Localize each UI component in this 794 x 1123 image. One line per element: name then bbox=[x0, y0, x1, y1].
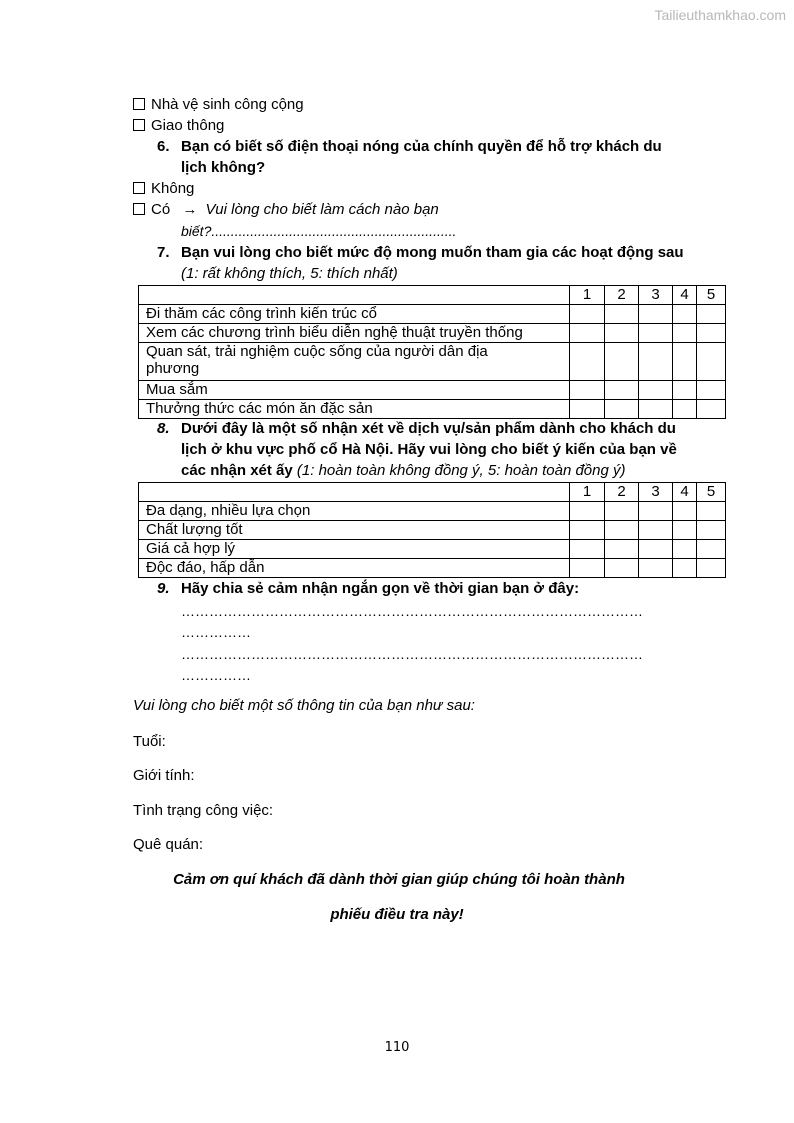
rating-cell-5[interactable] bbox=[697, 502, 726, 521]
rating-cell-3[interactable] bbox=[639, 305, 673, 324]
table-row bbox=[139, 559, 726, 578]
rating-cell-5[interactable] bbox=[697, 324, 726, 343]
question-number: 9. bbox=[157, 580, 170, 597]
age-field-label: Tuổi: bbox=[133, 733, 166, 750]
rating-cell-1[interactable] bbox=[570, 324, 605, 343]
question-8-text-cont2 bbox=[181, 461, 626, 481]
scale-header: 5 bbox=[697, 286, 726, 305]
checkbox-option-traffic[interactable] bbox=[133, 116, 224, 136]
rating-cell-5[interactable] bbox=[697, 343, 726, 381]
question-number: 8. bbox=[157, 420, 170, 437]
rating-cell-2[interactable] bbox=[605, 559, 639, 578]
row-label: Đa dạng, nhiều lựa chọn bbox=[139, 502, 570, 521]
row-label: Thưởng thức các món ăn đặc sản bbox=[139, 400, 570, 419]
question-6 bbox=[157, 137, 662, 157]
rating-cell-3[interactable] bbox=[639, 559, 673, 578]
checkbox-option-yes[interactable] bbox=[133, 200, 439, 220]
page-number: 110 bbox=[384, 1040, 410, 1055]
rating-cell-4[interactable] bbox=[673, 343, 697, 381]
rating-cell-2[interactable] bbox=[605, 400, 639, 419]
rating-cell-4[interactable] bbox=[673, 305, 697, 324]
job-field-label: Tình trạng công việc: bbox=[133, 802, 274, 819]
question-8 bbox=[157, 419, 676, 439]
rating-cell-2[interactable] bbox=[605, 540, 639, 559]
rating-cell-1[interactable] bbox=[570, 400, 605, 419]
rating-cell-2[interactable] bbox=[605, 305, 639, 324]
question-text: các nhận xét ấy bbox=[181, 462, 293, 479]
followup-answer-field[interactable]: biết?............................................................... bbox=[181, 223, 457, 239]
row-label: Đi thăm các công trình kiến trúc cổ bbox=[139, 305, 570, 324]
answer-line-2-cont[interactable]: …………… bbox=[181, 667, 251, 683]
table-row bbox=[139, 540, 726, 559]
table-row bbox=[139, 343, 726, 381]
row-label: Độc đáo, hấp dẫn bbox=[139, 559, 570, 578]
scale-header: 3 bbox=[639, 286, 673, 305]
option-label: Nhà vệ sinh công cộng bbox=[151, 96, 304, 113]
checkbox-icon[interactable] bbox=[133, 203, 145, 215]
scale-header: 2 bbox=[605, 286, 639, 305]
table-row bbox=[139, 324, 726, 343]
rating-cell-1[interactable] bbox=[570, 305, 605, 324]
row-label: Giá cả hợp lý bbox=[139, 540, 570, 559]
checkbox-icon[interactable] bbox=[133, 98, 145, 110]
rating-cell-5[interactable] bbox=[697, 521, 726, 540]
question-text: Bạn có biết số điện thoại nóng của chính quyền để hỗ trợ khách du bbox=[181, 138, 662, 155]
question-7 bbox=[157, 243, 684, 263]
table-header-row bbox=[139, 483, 726, 502]
rating-cell-2[interactable] bbox=[605, 502, 639, 521]
table-row bbox=[139, 521, 726, 540]
rating-cell-3[interactable] bbox=[639, 521, 673, 540]
question-6-text-cont: lịch không? bbox=[181, 159, 266, 176]
question-number: 6. bbox=[157, 138, 170, 155]
rating-cell-4[interactable] bbox=[673, 502, 697, 521]
rating-cell-3[interactable] bbox=[639, 381, 673, 400]
scale-header: 5 bbox=[697, 483, 726, 502]
question-text: Bạn vui lòng cho biết mức độ mong muốn tham gia các hoạt động sau bbox=[181, 244, 684, 261]
rating-cell-4[interactable] bbox=[673, 324, 697, 343]
thanks-message: Cảm ơn quí khách đã dành thời gian giúp chúng tôi hoàn thành bbox=[173, 871, 625, 888]
rating-cell-2[interactable] bbox=[605, 521, 639, 540]
row-label: Chất lượng tốt bbox=[139, 521, 570, 540]
rating-cell-4[interactable] bbox=[673, 381, 697, 400]
table-header-row bbox=[139, 286, 726, 305]
rating-cell-3[interactable] bbox=[639, 540, 673, 559]
question-8-note: (1: hoàn toàn không đồng ý, 5: hoàn toàn đồng ý) bbox=[296, 462, 626, 479]
row-label: Mua sắm bbox=[139, 381, 570, 400]
rating-cell-2[interactable] bbox=[605, 343, 639, 381]
scale-header: 4 bbox=[673, 483, 697, 502]
answer-line-1-cont[interactable]: …………… bbox=[181, 624, 251, 640]
question-text: Hãy chia sẻ cảm nhận ngắn gọn về thời gian bạn ở đây: bbox=[181, 580, 580, 597]
rating-cell-5[interactable] bbox=[697, 540, 726, 559]
rating-cell-2[interactable] bbox=[605, 381, 639, 400]
rating-cell-1[interactable] bbox=[570, 559, 605, 578]
rating-cell-5[interactable] bbox=[697, 305, 726, 324]
rating-cell-5[interactable] bbox=[697, 381, 726, 400]
rating-cell-3[interactable] bbox=[639, 400, 673, 419]
option-label: Giao thông bbox=[151, 117, 225, 134]
answer-line-2[interactable]: ……………………………………………………………………………………… bbox=[181, 646, 643, 662]
thanks-message-cont: phiếu điều tra này! bbox=[330, 906, 464, 923]
watermark: Tailieuthamkhao.com bbox=[654, 7, 786, 23]
scale-header: 2 bbox=[605, 483, 639, 502]
answer-line-1[interactable]: ……………………………………………………………………………………… bbox=[181, 603, 643, 619]
rating-cell-2[interactable] bbox=[605, 324, 639, 343]
rating-cell-1[interactable] bbox=[570, 381, 605, 400]
rating-cell-4[interactable] bbox=[673, 540, 697, 559]
scale-header: 3 bbox=[639, 483, 673, 502]
followup-text: Vui lòng cho biết làm cách nào bạn bbox=[205, 201, 439, 218]
hometown-field-label: Quê quán: bbox=[133, 836, 204, 853]
arrow-right-icon: → bbox=[182, 201, 198, 218]
option-label: Không bbox=[151, 180, 195, 197]
checkbox-icon[interactable] bbox=[133, 119, 145, 131]
question-9 bbox=[157, 579, 579, 599]
rating-cell-5[interactable] bbox=[697, 559, 726, 578]
checkbox-option-no[interactable] bbox=[133, 179, 194, 199]
rating-cell-4[interactable] bbox=[673, 559, 697, 578]
checkbox-option-public-toilet[interactable] bbox=[133, 95, 304, 115]
header-blank bbox=[139, 286, 570, 305]
rating-cell-3[interactable] bbox=[639, 343, 673, 381]
rating-cell-5[interactable] bbox=[697, 400, 726, 419]
rating-cell-1[interactable] bbox=[570, 502, 605, 521]
rating-cell-1[interactable] bbox=[570, 343, 605, 381]
rating-cell-1[interactable] bbox=[570, 540, 605, 559]
rating-cell-3[interactable] bbox=[639, 324, 673, 343]
question-text: Dưới đây là một số nhận xét về dịch vụ/sản phẩm dành cho khách du bbox=[181, 420, 676, 437]
question-number: 7. bbox=[157, 244, 170, 261]
scale-header: 4 bbox=[673, 286, 697, 305]
option-label: Có bbox=[151, 201, 171, 218]
scale-header: 1 bbox=[570, 286, 605, 305]
question-8-text-cont: lịch ở khu vực phố cổ Hà Nội. Hãy vui lòng cho biết ý kiến của bạn về bbox=[181, 441, 677, 458]
table-row bbox=[139, 305, 726, 324]
question-7-note: (1: rất không thích, 5: thích nhất) bbox=[181, 265, 398, 282]
info-intro: Vui lòng cho biết một số thông tin của bạn như sau: bbox=[133, 697, 475, 714]
rating-cell-3[interactable] bbox=[639, 502, 673, 521]
table-row bbox=[139, 400, 726, 419]
table-row bbox=[139, 381, 726, 400]
rating-cell-4[interactable] bbox=[673, 400, 697, 419]
rating-cell-1[interactable] bbox=[570, 521, 605, 540]
row-label: Xem các chương trình biểu diễn nghệ thuật truyền thống bbox=[139, 324, 570, 343]
rating-table-activities bbox=[138, 285, 726, 419]
table-row bbox=[139, 502, 726, 521]
rating-table-opinions bbox=[138, 482, 726, 578]
rating-cell-4[interactable] bbox=[673, 521, 697, 540]
header-blank bbox=[139, 483, 570, 502]
checkbox-icon[interactable] bbox=[133, 182, 145, 194]
scale-header: 1 bbox=[570, 483, 605, 502]
gender-field-label: Giới tính: bbox=[133, 767, 195, 784]
row-label: Quan sát, trải nghiệm cuộc sống của người dân địa phương bbox=[139, 343, 570, 381]
